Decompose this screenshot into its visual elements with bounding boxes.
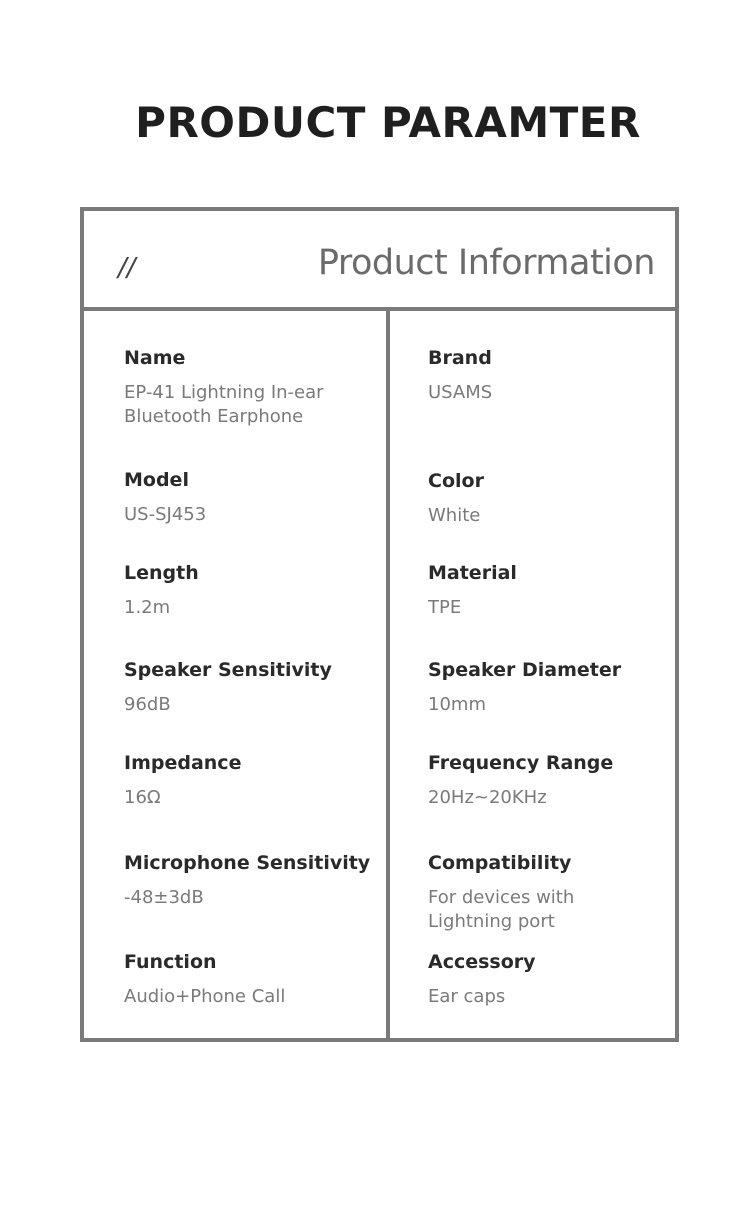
param-accessory xyxy=(428,951,663,1009)
param-label: Material xyxy=(428,562,517,584)
param-frequency-range xyxy=(428,752,663,810)
param-function xyxy=(124,951,374,1009)
param-value: 10mm xyxy=(428,694,486,715)
param-value: US-SJ453 xyxy=(124,504,207,525)
param-label: Compatibility xyxy=(428,852,572,874)
param-value: 20Hz~20KHz xyxy=(428,787,547,808)
slash-mark: // xyxy=(118,253,136,283)
param-value: White xyxy=(428,505,481,526)
param-value: EP-41 Lightning In-ear Bluetooth Earphone xyxy=(124,382,324,427)
param-length xyxy=(124,562,374,620)
param-speaker-diameter xyxy=(428,659,663,717)
param-label: Impedance xyxy=(124,752,242,774)
param-value: Ear caps xyxy=(428,986,506,1007)
param-label: Speaker Sensitivity xyxy=(124,659,332,681)
param-label: Frequency Range xyxy=(428,752,614,774)
param-value: Audio+Phone Call xyxy=(124,986,286,1007)
page-title: PRODUCT PARAMTER xyxy=(135,98,641,147)
param-label: Name xyxy=(124,347,186,369)
param-label: Accessory xyxy=(428,951,536,973)
table-header-title: Product Information xyxy=(317,243,655,283)
param-value: TPE xyxy=(428,597,462,618)
product-info-table xyxy=(80,207,679,1042)
param-value: 96dB xyxy=(124,694,171,715)
param-impedance xyxy=(124,752,374,810)
param-color xyxy=(428,470,663,528)
param-label: Speaker Diameter xyxy=(428,659,622,681)
param-speaker-sensitivity xyxy=(124,659,374,717)
param-microphone-sensitivity xyxy=(124,852,374,910)
table-header xyxy=(84,211,675,311)
param-compatibility xyxy=(428,852,663,934)
param-value: 1.2m xyxy=(124,597,171,618)
param-value: 16Ω xyxy=(124,787,161,808)
param-label: Model xyxy=(124,469,189,491)
param-value: USAMS xyxy=(428,382,493,403)
param-value: For devices with Lightning port xyxy=(428,887,575,932)
param-model xyxy=(124,469,374,527)
param-label: Function xyxy=(124,951,217,973)
param-label: Length xyxy=(124,562,199,584)
param-name xyxy=(124,347,374,429)
column-divider xyxy=(386,311,390,1038)
param-brand xyxy=(428,347,663,405)
param-label: Microphone Sensitivity xyxy=(124,852,371,874)
param-label: Color xyxy=(428,470,484,492)
param-label: Brand xyxy=(428,347,492,369)
param-value: -48±3dB xyxy=(124,887,204,908)
param-material xyxy=(428,562,663,620)
